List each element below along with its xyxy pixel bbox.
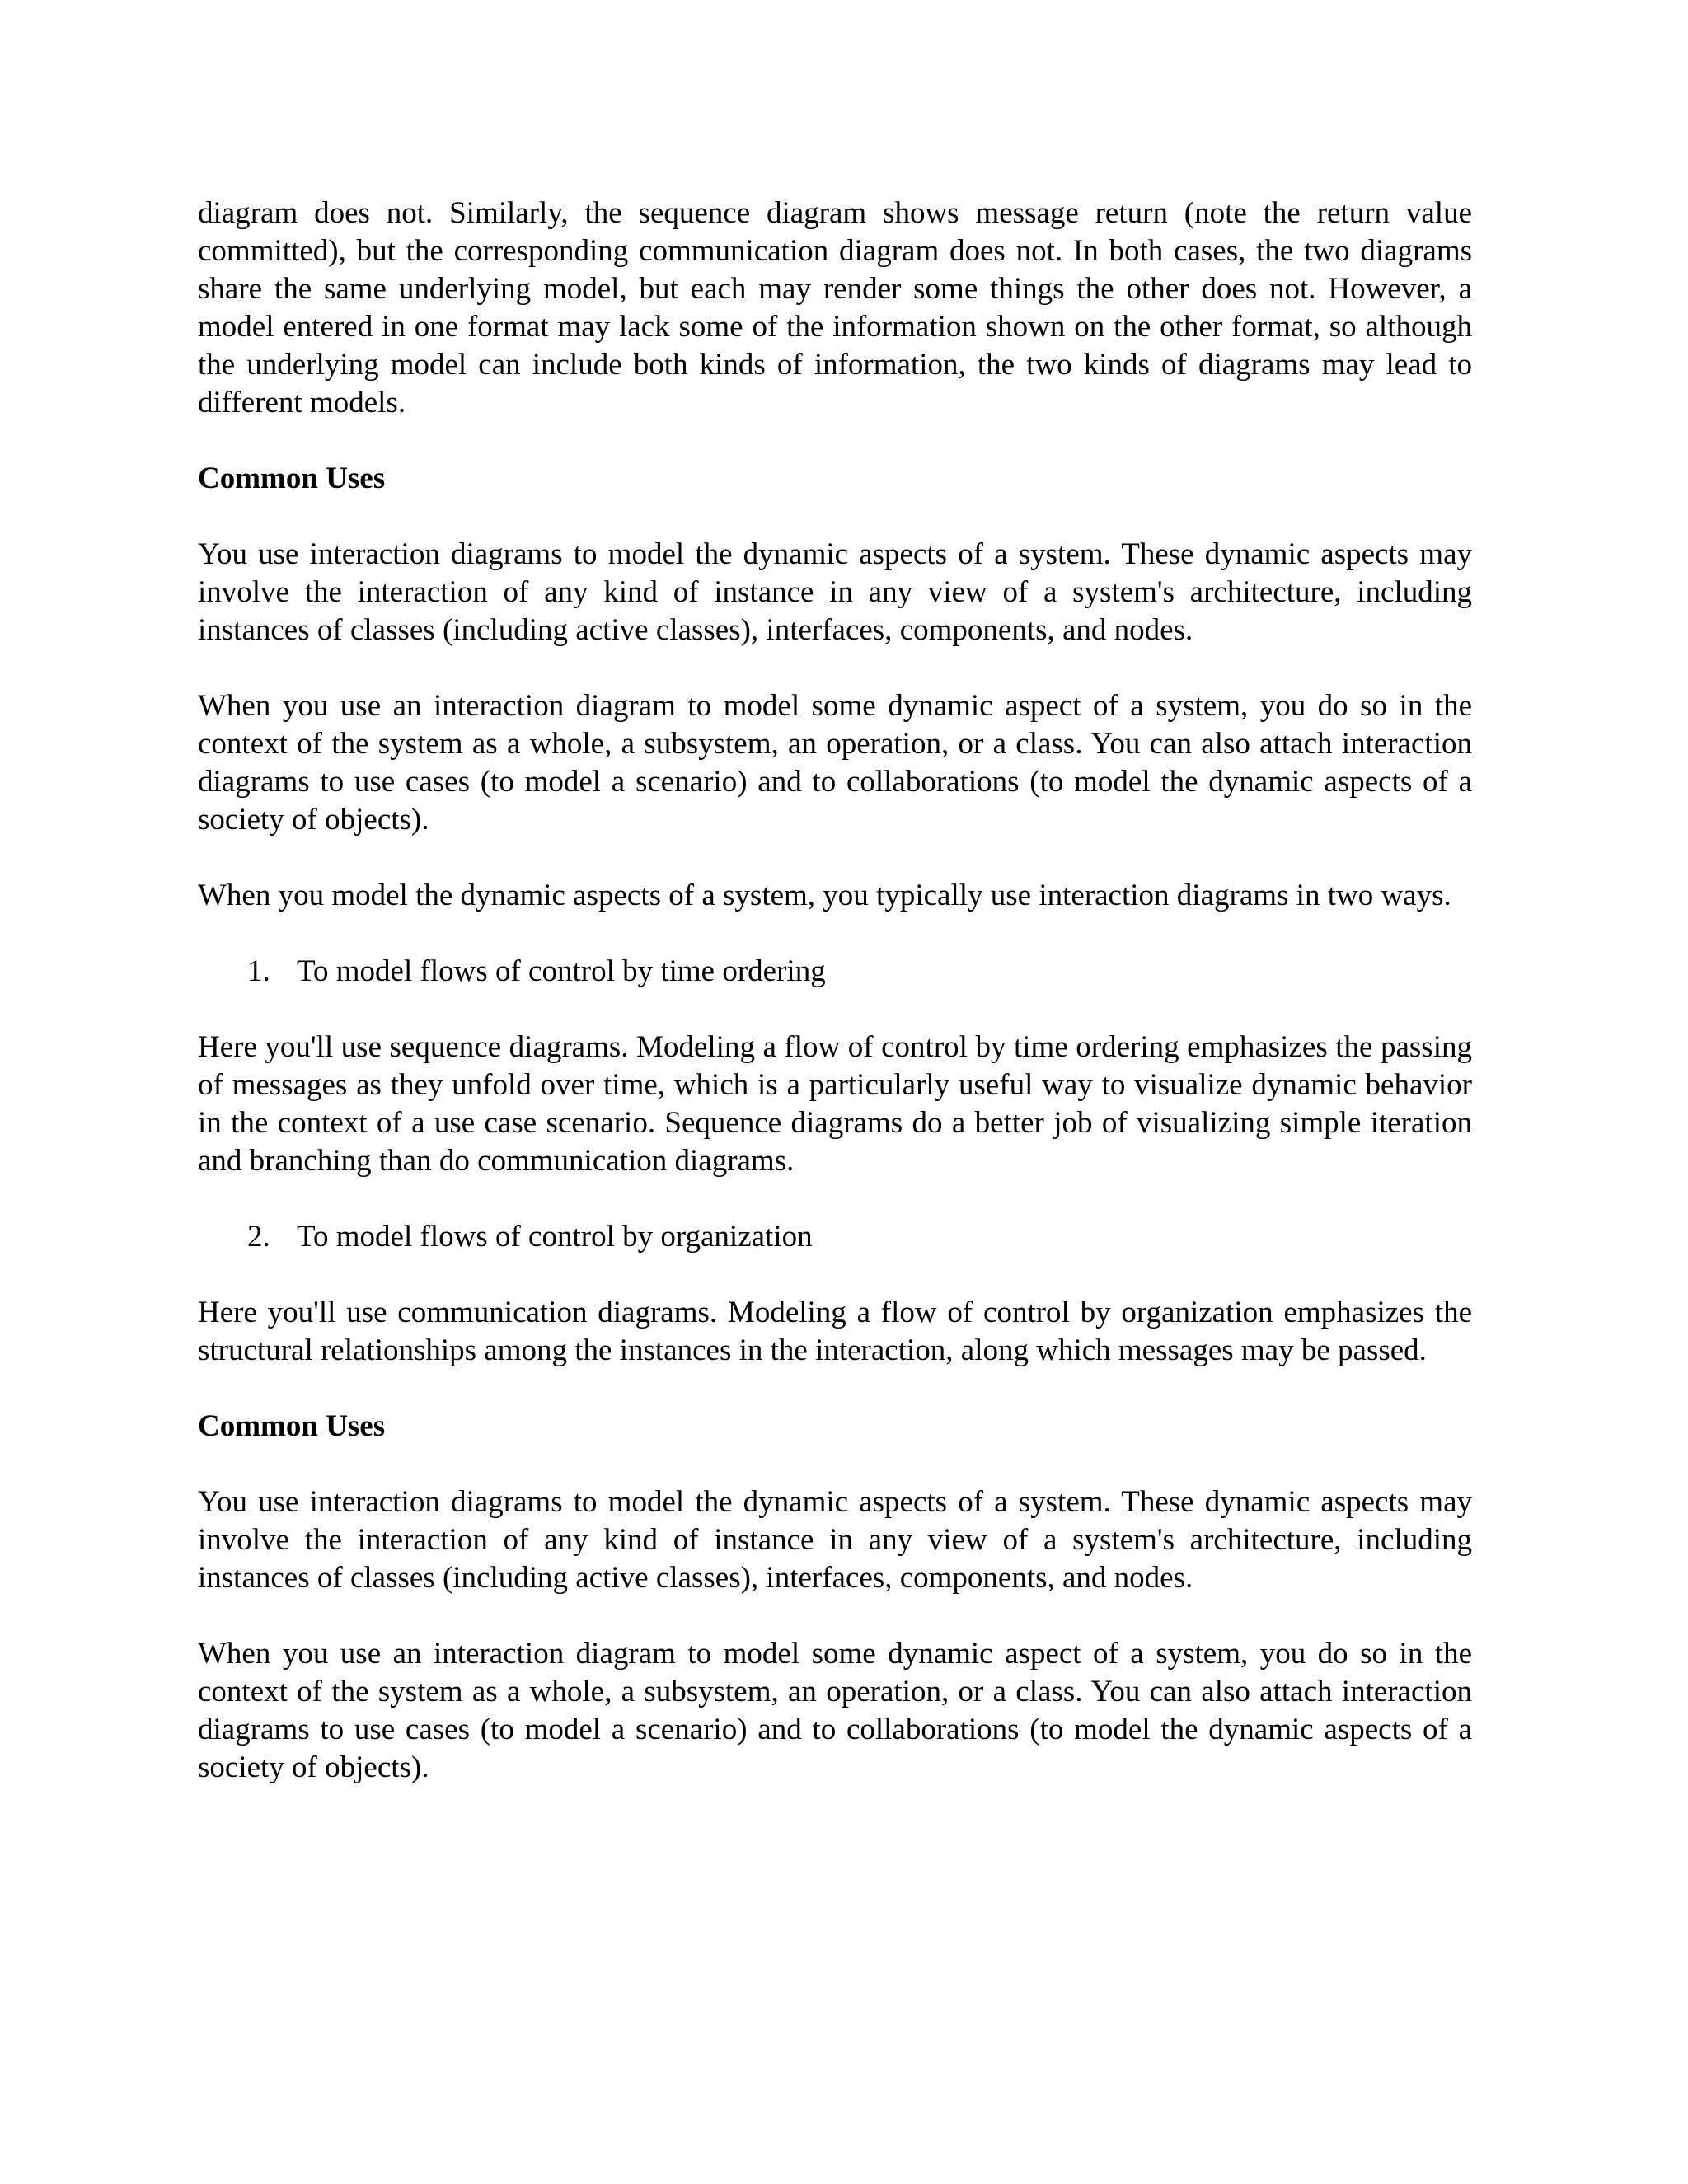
paragraph-modeling-context: When you use an interaction diagram to model some dynamic aspect of a system, you do so in the context of the system as a whole, a subsystem, an operation, or a class. You can also attach interaction diagrams to use cases (to model a scenario) and to collaborations (to model the dynamic aspects of a society of objects). <box>198 689 1472 837</box>
list-item-organization <box>198 1218 1472 1256</box>
list-number: 1. <box>247 954 270 988</box>
paragraph-dynamic-aspects: You use interaction diagrams to model the dynamic aspects of a system. These dynamic aspects may involve the interaction of any kind of instance in any view of a system's architecture, including instances of classes (including active classes), interfaces, components, and nodes. <box>198 1485 1472 1595</box>
paragraph-two-ways: When you model the dynamic aspects of a system, you typically use interaction diagrams in two ways. <box>198 879 1451 912</box>
paragraph-modeling-context: When you use an interaction diagram to model some dynamic aspect of a system, you do so in the context of the system as a whole, a subsystem, an operation, or a class. You can also attach interaction diagrams to use cases (to model a scenario) and to collaborations (to model the dynamic aspects of a society of objects). <box>198 1637 1472 1784</box>
paragraph-diagram-differences: diagram does not. Similarly, the sequence diagram shows message return (note the return value committed), but the corresponding communication diagram does not. In both cases, the two diagrams share the same underlying model, but each may render some things the other does not. However, a model entered in one format may lack some of the information shown on the other format, so although the underlying model can include both kinds of information, the two kinds of diagrams may lead to different models. <box>198 196 1472 419</box>
paragraph-sequence-diagrams: Here you'll use sequence diagrams. Modeling a flow of control by time ordering emphasizes the passing of messages as they unfold over time, which is a particularly useful way to visualize dynamic behavior in the context of a use case scenario. Sequence diagrams do a better job of visualizing simple iteration and branching than do communication diagrams. <box>198 1030 1472 1178</box>
paragraph-dynamic-aspects: You use interaction diagrams to model the dynamic aspects of a system. These dynamic aspects may involve the interaction of any kind of instance in any view of a system's architecture, including instances of classes (including active classes), interfaces, components, and nodes. <box>198 537 1472 647</box>
list-item-text: To model flows of control by organization <box>297 1220 813 1254</box>
paragraph-communication-diagrams: Here you'll use communication diagrams. Modeling a flow of control by organization emphasizes the structural relationships among the instances in the interaction, along which messages may be passed. <box>198 1296 1472 1367</box>
section-heading-common-uses: Common Uses <box>198 462 386 495</box>
section-heading-common-uses: Common Uses <box>198 1409 386 1443</box>
list-number: 2. <box>247 1220 270 1254</box>
document-page <box>198 194 1472 1825</box>
list-item-text: To model flows of control by time ordering <box>297 954 826 988</box>
list-item-time-ordering <box>198 953 1472 991</box>
